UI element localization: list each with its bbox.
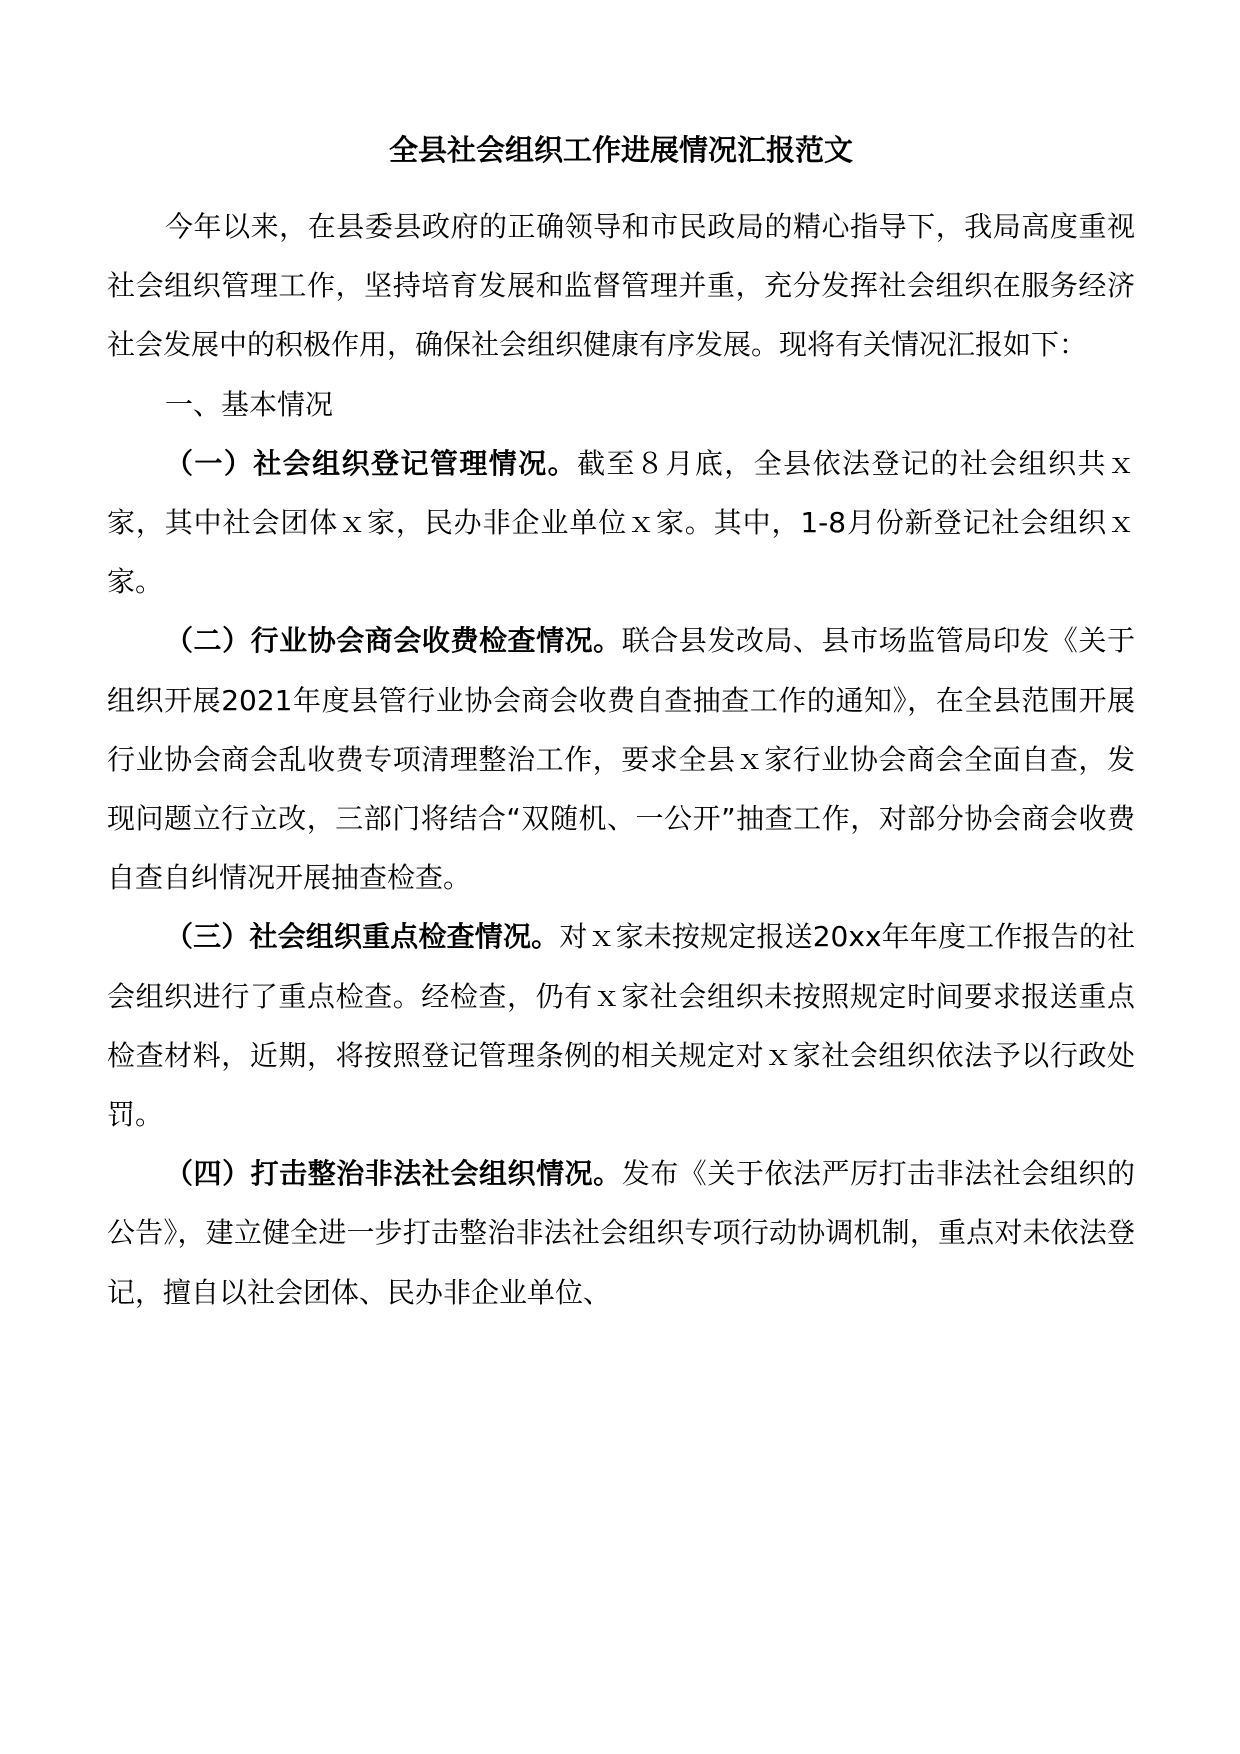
item-paragraph-illegal-orgs (107, 1144, 1135, 1322)
item-body: 发布《关于依法严厉打击非法社会组织的公告》，建立健全进一步打击整治非法社会组织专项行动协调机制，重点对未依法登记，擅自以社会团体、民办非企业单位、 (107, 1157, 1135, 1309)
intro-paragraph: 今年以来，在县委县政府的正确领导和市民政局的精心指导下，我局高度重视社会组织管理工作，坚持培育发展和监督管理并重，充分发挥社会组织在服务经济社会发展中的积极作用，确保社会组织健康有序发展。现将有关情况汇报如下： (107, 210, 1135, 362)
item-body: 截至８月底，全县依法登记的社会组织共ｘ家，其中社会团体ｘ家，民办非企业单位ｘ家。其中，1-8月份新登记社会组织ｘ家。 (107, 446, 1135, 599)
item-lead: （一）社会组织登记管理情况。 (165, 446, 578, 480)
item-paragraph-registration (107, 434, 1135, 612)
item-body: 联合县发改局、县市场监管局印发《关于组织开展2021年度县管行业协会商会收费自查抽查工作的通知》，在全县范围开展行业协会商会乱收费专项清理整治工作，要求全县ｘ家行业协会商会全面自查，发现问题立行立改，三部门将结合“双随机、一公开”抽查工作，对部分协会商会收费自查自纠情况开展抽查检查。 (107, 624, 1135, 895)
item-body: 对ｘ家未按规定报送20xx年年度工作报告的社会组织进行了重点检查。经检查，仍有ｘ家社会组织未按照规定时间要求报送重点检查材料，近期，将按照登记管理条例的相关规定对ｘ家社会组织依法予以行政处罚。 (107, 920, 1135, 1132)
item-lead: （四）打击整治非法社会组织情况。 (165, 1157, 622, 1191)
document-page (107, 128, 1135, 1322)
document-title: 全县社会组织工作进展情况汇报范文 (388, 133, 853, 167)
item-lead: （二）行业协会商会收费检查情况。 (165, 624, 622, 658)
item-paragraph-fee-inspection (107, 611, 1135, 907)
item-lead: （三）社会组织重点检查情况。 (165, 920, 560, 954)
item-paragraph-key-inspection (107, 907, 1135, 1144)
section-heading-basic-situation: 一、基本情况 (165, 387, 334, 421)
